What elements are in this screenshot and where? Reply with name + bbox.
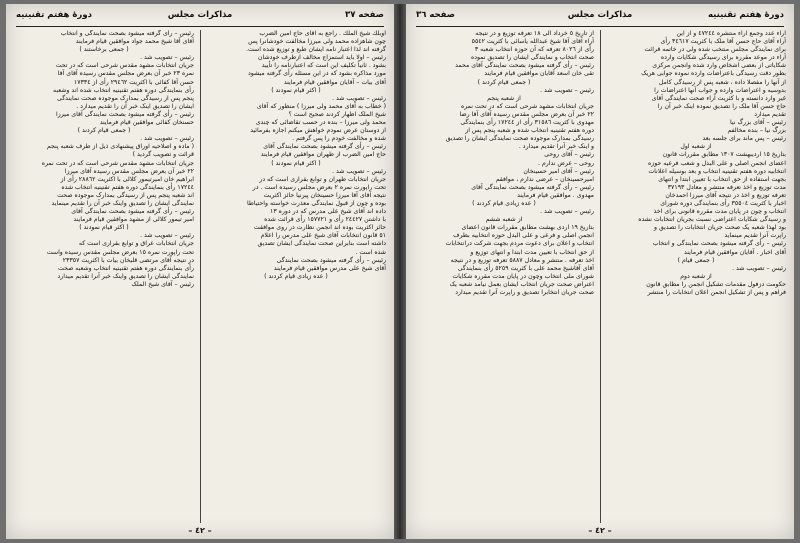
text-line: داده اند آقای شیخ علی مدرس که در دوره ١٣	[270, 208, 386, 216]
text-line: نمایندگی ایشان را تصدیق واینک خبر آنرا تقدیم میدارد	[57, 272, 194, 280]
text-line: رئیس – تصویب شد .	[540, 208, 594, 216]
text-line: فراهم و پس از تشکیل انجمن اعلان انتخابات را منتشر	[647, 289, 786, 296]
text-line: نمایندگی ایشان را تصدیق واینک خبر آن را تقدیم مینماید	[51, 199, 194, 207]
column-divider	[200, 30, 201, 523]
text-line: آراء عدد وجمع آراء منتشره ٤٧٢٤٤ و از این	[676, 30, 786, 37]
text-line: نتیجه آقای آقا میرزا حسینخان پیرنیا حائز اکثریت	[263, 191, 386, 199]
text-line: برای نمایندگی مجلس منتخب شده ولی در خاتمه قرائت	[644, 46, 786, 54]
text-line: اند شعبه پنجم پس از رسیدگی بمدارک موجوده صحت	[57, 191, 194, 199]
text-line: ( جمعی قیام کردند )	[477, 78, 531, 86]
text-line: رئیس – آقای روحی	[544, 151, 594, 159]
text-line: بجهت استفاده از حق انتخاب با تعیین ابتدا و انتهای	[658, 175, 786, 183]
text-line: ٢٢ خبر آن بعرض مجلس مقدس رسیده آقای آقا رضا	[459, 110, 594, 118]
text-line: رئیس – اولا باید استمزاج مخالف ازطرف خودشان	[258, 54, 386, 62]
text-line: جریان انتخابات مشهد شرحی است که در تحت نمره	[461, 102, 594, 110]
text-line: مهدوی با کثریت ٣١٥٨٦ رأی از ١٧٢٤٤ رأی بنمایندگی	[460, 119, 594, 127]
text-line: شورای ملی انتخاب وچون در پایان مدت مقرره شکایات	[452, 272, 594, 280]
text-line: ( اکثر قیام نمودند )	[271, 86, 321, 94]
right-page-footer-number: – ٤٢ –	[588, 526, 612, 535]
left-page	[6, 4, 394, 539]
text-line: رئیس – تصویب شد .	[332, 167, 386, 175]
text-line: تحت راپورت نمره ١٥ بعرض مجلس مقدس رسیده واست	[46, 248, 194, 256]
left-page-title: مذاکرات مجلس	[167, 10, 233, 20]
text-line: محمد ولی میرزا – بنده در حسب تقاضائی که چندی	[255, 119, 386, 127]
text-line: جریان انتخابات مشهد مقدس شرحی است که در تحت	[55, 62, 194, 70]
text-line: انتخابیه دوره هفتم تقنینیه انتخاب و بعد بوسیله اعلانات	[648, 167, 786, 175]
text-line: اخبار با کثریت ٣٥٥٠٤ رأی بنمایندگی دوره شورای	[660, 199, 786, 207]
text-line: ( جمعی برخاستند )	[79, 46, 129, 54]
text-line: آراء در موعد مقرره برای رسیدگی شکایات وارده	[660, 54, 786, 62]
text-line: بوده و چون از قبول نمایندگی معذرت خواسته واحتیاطا	[247, 199, 386, 207]
text-line: صحت انتخاب و نمایندگی ایشان را تصدیق نموده	[470, 54, 594, 62]
text-line: آقای آقا شیخ محمد جواد موافقین قیام فرمایند	[75, 38, 194, 46]
text-line: رئیس – تصویب شد .	[332, 94, 386, 102]
left-page-series: دورهٔ هفتم تقنینیه	[16, 10, 92, 20]
text-line: انجمن اصلی و فرعی و علی البدل حوزه انتخابیه بطرف	[453, 232, 594, 240]
text-line: آقای اخبار . آقایان موافقین قیام فرمایند	[683, 248, 786, 256]
text-line: رئیس – پس ماند برای جلسه بعد	[702, 135, 786, 143]
text-line: ( عده زیادی قیام کردند )	[264, 272, 328, 280]
text-line: رئیس – رأی گرفته میشود بصحت نمایندگی	[276, 256, 386, 264]
text-line: رئیس – رأی گرفته میشود بصحت نمایندگی آقای محمد	[455, 62, 594, 70]
text-line: شده و مخالفت خودم را پس گرفتم .	[292, 135, 386, 143]
text-line: قرائت و تصویب گردید )	[132, 151, 194, 159]
text-line: بتاریخ ١٩ اردی بهشت مطابق مقررات قانون اعضای	[461, 224, 594, 232]
text-line: ( عده زیادی قیام کردند )	[472, 199, 536, 207]
text-line: صحت جریان انتخابرا تصدیق و راپرت آنرا تقدیم میدارد	[455, 289, 594, 296]
text-line: رأی بنمایندگی دوره هفتم تقنینیه انتخاب وشعبه صحت	[58, 264, 194, 272]
text-line: رئیس – رأی گرفته میشود بصحت نمایندگی آقای	[71, 208, 194, 216]
right-page-column-right	[606, 30, 786, 523]
text-line: مهدوی . موافقین قیام فرمایند	[517, 191, 594, 199]
text-line: بطور دقت رسیدگی باعتراضات وارده نموده جوابی هریک	[641, 70, 786, 78]
book-spread	[6, 4, 794, 539]
right-page-title: مذاکرات مجلس	[567, 10, 633, 20]
text-line: بزرگ نیا – بنده مخالفم	[727, 127, 786, 135]
text-line: و اینک خبر آنرا تقدیم میدارد .	[518, 143, 594, 151]
text-line: داشته است بنابراین صحت نمایندگی ایشان تصدیق	[257, 240, 386, 248]
text-line: رأی از ٨٠٢٦ تعرفه که آن حوزه انتخاب شعبه ٣	[474, 46, 594, 54]
text-line: رئیس – تصویب شد .	[732, 264, 786, 272]
text-line: راپرت آنرا تقدیم مینماید	[724, 232, 786, 240]
right-page-series: دورهٔ هفتم تقنینیه	[708, 10, 784, 20]
text-line: رئیس – رأی گرفته میشود بصحت نمایندگی و انتخاب	[652, 240, 786, 248]
text-line: از شعبه اول	[680, 143, 712, 151]
text-line: مدت توزیع و اخذ تعرفه منتشر و معادل ٣٧١٩٣	[667, 183, 786, 191]
text-line: حاج حسن آقا ملک را تصدیق نموده اینک خبر آن را	[657, 102, 786, 110]
right-page-column-left	[414, 30, 594, 523]
text-line: رأی بنمایندگی دوره هفتم تقنینیه انتخاب شده اند وشعبه	[53, 86, 194, 94]
right-page-body	[414, 30, 786, 523]
text-line: انتخاب و چون در پایان مدت مقرره قانونی برای اخذ	[653, 208, 786, 216]
text-line: آقای بیات – آقایان موافقین قیام فرمایند	[283, 78, 386, 86]
text-line: از حق انتخاب با تعیین مدت ابتدا و انتهای توزیع و	[470, 248, 594, 256]
text-line: رئیس – رأی گرفته میشود بصحت نمایندگی آقای	[263, 143, 386, 151]
text-line: ( جمعی قیام کردند )	[77, 127, 131, 135]
text-line: گرفته اند لذا اعتبار نامه ایشان طبع و توزیع شده است.	[246, 46, 386, 54]
book-gutter	[394, 4, 406, 539]
text-line: رئیس – آقای امیر حسینخان	[523, 167, 594, 175]
text-line: جریان انتخابات طهران و توابع بقراری است که در	[259, 175, 386, 183]
text-line: شیخ الملک اظهار کردند صحیح است ؟	[288, 110, 386, 118]
text-line: جریان انتخابات مشهد مقدس شرحی است که در تحت نمره	[41, 159, 194, 167]
text-line: رئیس – آقای شیخ الملک	[131, 280, 194, 288]
text-line: بود لهذا شعبه یک صحت جریان انتخابات را تصدیق و	[654, 224, 786, 232]
text-line: رئیس – آقای بزرگ نیا	[730, 119, 786, 127]
left-page-number: صفحه ٣٧	[345, 10, 384, 20]
text-line: حسن آقا کفائی با اکثریت ٢٩٤٦٢ رأی از ١٧٣٣٤	[73, 78, 194, 86]
right-page-number: صفحه ٣٦	[416, 10, 455, 20]
text-line: بتاریخ ١٥ اردیبهشت ١٣٠٧ مطابق مقررات قانون	[662, 151, 786, 159]
text-line: حسنخان کفائی موافقین قیام فرمایند	[99, 119, 194, 127]
text-line: ١٧٢٤٤ رأی بنمایندگی دوره هفتم تقنینیه انتخاب شده	[61, 183, 194, 191]
text-line: ( خطاب به آقای محمد ولی میرزا ) منظور که آقای	[256, 102, 386, 110]
text-line: تقدیم میدارد	[754, 110, 786, 118]
text-line: بدوسیه و اعتراضات وارده و جواب آنها اعتراضات را	[654, 86, 786, 94]
text-line: با داشتن ٢٤٤٢٧ رأی و ١٥٧٧٢١ رأی قرائت شده	[264, 216, 386, 224]
text-line: شکایاتی از بعضی اشخاص وارد شده وانجمن مرکزی	[652, 62, 786, 70]
text-line: از شعبه دوم	[680, 272, 712, 280]
text-line: ( جمعی قیام )	[677, 256, 715, 264]
left-page-column-right	[206, 30, 386, 523]
text-line: رئیس – تصویب شد .	[140, 54, 194, 62]
text-line: اعتراض صحت جریان انتخاب ایشان بعمل نیامد شعبه یک	[449, 280, 594, 288]
text-line: ابراهیم خان امیرتیمور کلالی با اکثریت ٢٨٨٦٢ رأی از	[60, 175, 194, 183]
text-line: تعرفه توزیع و اخذ در نتیجه آقای میرزا احمدخان	[665, 191, 786, 199]
text-line: آقای آقاشیخ محمد علی با کثریت ٥٢٥٩ رأی بنمایندگی	[457, 264, 594, 272]
text-line: حاج امین الضرب از طهران موافقین قیام فرمایند	[260, 151, 386, 159]
text-line: رئیس – تصویب شد .	[140, 135, 194, 143]
text-line: در نتیجه آقای مرتضی قلیخان بیات با اکثریت ٢٣٣٥٧	[62, 256, 194, 264]
left-page-footer-number: – ٤٢ –	[188, 526, 212, 535]
text-line: ایشان را تصدیق اینک خبر آن را تقدیم میدارد .	[76, 102, 194, 110]
text-line: از شعبه پنجم	[487, 94, 521, 102]
text-line: اخذ تعرفه . منتشر و معادل ٥٨٨٧ تعرفه توزیع و در نتیجه	[450, 256, 594, 264]
text-line: اوبلك شیخ الملك . راجع به آقای حاج امین الضرب	[259, 30, 386, 37]
text-line: رئیس – رأی گرفته میشود بصحت نمایندگی و انتخاب	[60, 30, 194, 37]
text-line: مورد مذاکره بشود که در این مسئله رأی گرفته میشود	[248, 70, 386, 78]
text-line: از دوستان عرض نمودم خواهش میکنم اجازه بفرمائید	[250, 127, 386, 135]
text-line: از آنها را مفصلا داده ، شعبه پس از رسیدگی کامل	[658, 78, 786, 86]
left-page-body	[14, 30, 386, 523]
text-line: چون شاهزاده محمد ولی میرزا مخالفت خودشانرا پس	[248, 38, 386, 46]
text-line: شده است .	[355, 248, 386, 256]
right-page-header	[416, 10, 784, 27]
text-line: انتخاب و اعلان برای دعوت مردم بجهت شرکت درانتخابات	[445, 240, 594, 248]
text-line: تقی خان اسعد آقایان موافقین قیام فرمایند	[484, 70, 594, 78]
text-line: رئیس – تصویب شد .	[540, 86, 594, 94]
right-page	[406, 4, 794, 539]
text-line: ٢٢ خبر آن بعرض مجلس مقدس رسیده آقای میرزا	[64, 167, 194, 175]
text-line: پنجم پس از رسیدگی بمدارک موجوده صحت نمایندگی	[57, 94, 194, 102]
text-line: رئیس – تصویب شد .	[140, 232, 194, 240]
text-line: نمره ٢٣ خبر آن بعرض مجلس مقدس رسیده آقای آقا	[57, 70, 194, 78]
text-line: تحت راپورت نمره ٢ بعرض مجلس رسیده است . در	[252, 183, 386, 191]
text-line: ٥١ قانون انتخابات آقای شیخ علی مدرس را اعلام	[260, 232, 386, 240]
text-line: غیر وارد دانسته و با کثریت آراء صحت نمایندگی آقای	[651, 94, 786, 102]
text-line: حکومت دزفول مقدمات تشکیل انجمن را مطابق قانون	[646, 280, 786, 288]
text-line: از تاریخ ٥ خرداد الی ١٨ تعرفه توزیع و در نتیجه	[475, 30, 594, 37]
text-line: ( اکثر قیام نمودند )	[79, 224, 129, 232]
text-line: ( ماده و اصلاحیه اوراق پیشنهادی ذیل از طرف شعبه پنجم	[46, 143, 194, 151]
text-line: آراء آقای آقا شیخ عبدالله یاسائی با کثریت ٥٥٤٢	[471, 38, 594, 46]
text-line: رئیس – رأی گرفته میشود بصحت نمایندگی آقای	[471, 183, 594, 191]
text-line: رسیدگی بمدارک موجوده صحت نمایندگی ایشان را تصدیق	[445, 135, 594, 143]
text-line: ( اکثر قیام نمودند )	[271, 159, 321, 167]
text-line: امیر تیمور کلالی از مشهد موافقین قیام فرمایند	[73, 216, 194, 224]
text-line: حائز اکثریت بوده اند انجمن نظارت در روی موافقت	[253, 224, 386, 232]
left-page-header	[16, 10, 384, 27]
text-line: آراء آقای حاج حسن آقا ملک با کثریت ٣٤٦١٧ رأی	[660, 38, 786, 46]
text-line: رئیس – رأی گرفته میشود بصحت نمایندگی آقای میرزا	[56, 110, 194, 118]
text-line: بشود . ثانیاً تکلیف این است که اعتبارنامه را تأیید	[261, 62, 386, 70]
text-line: آقای شیخ علی مدرس موافقین قیام فرمایند	[273, 264, 386, 272]
text-line: امیرحسینخان – عرضی ندارم ، موافقم	[495, 175, 594, 183]
column-divider	[600, 30, 601, 523]
text-line: جریان انتخابات عراق و توابع بقراری است که	[78, 240, 194, 248]
text-line: اعضای انجمن اصلی و علی البدل و شعب فرعیه حوزه	[648, 159, 786, 167]
text-line: دوره هفتم تقنینیه انتخاب شده و شعبه پنجم پس از	[465, 127, 594, 135]
text-line: از شعبه ششم	[485, 216, 523, 224]
text-line: و رسیدگی شکایات اعتراضی نسبت بجریان انتخابات نشده	[638, 216, 786, 224]
left-page-column-left	[14, 30, 194, 523]
text-line: روحی – عرض ندارم .	[538, 159, 594, 167]
